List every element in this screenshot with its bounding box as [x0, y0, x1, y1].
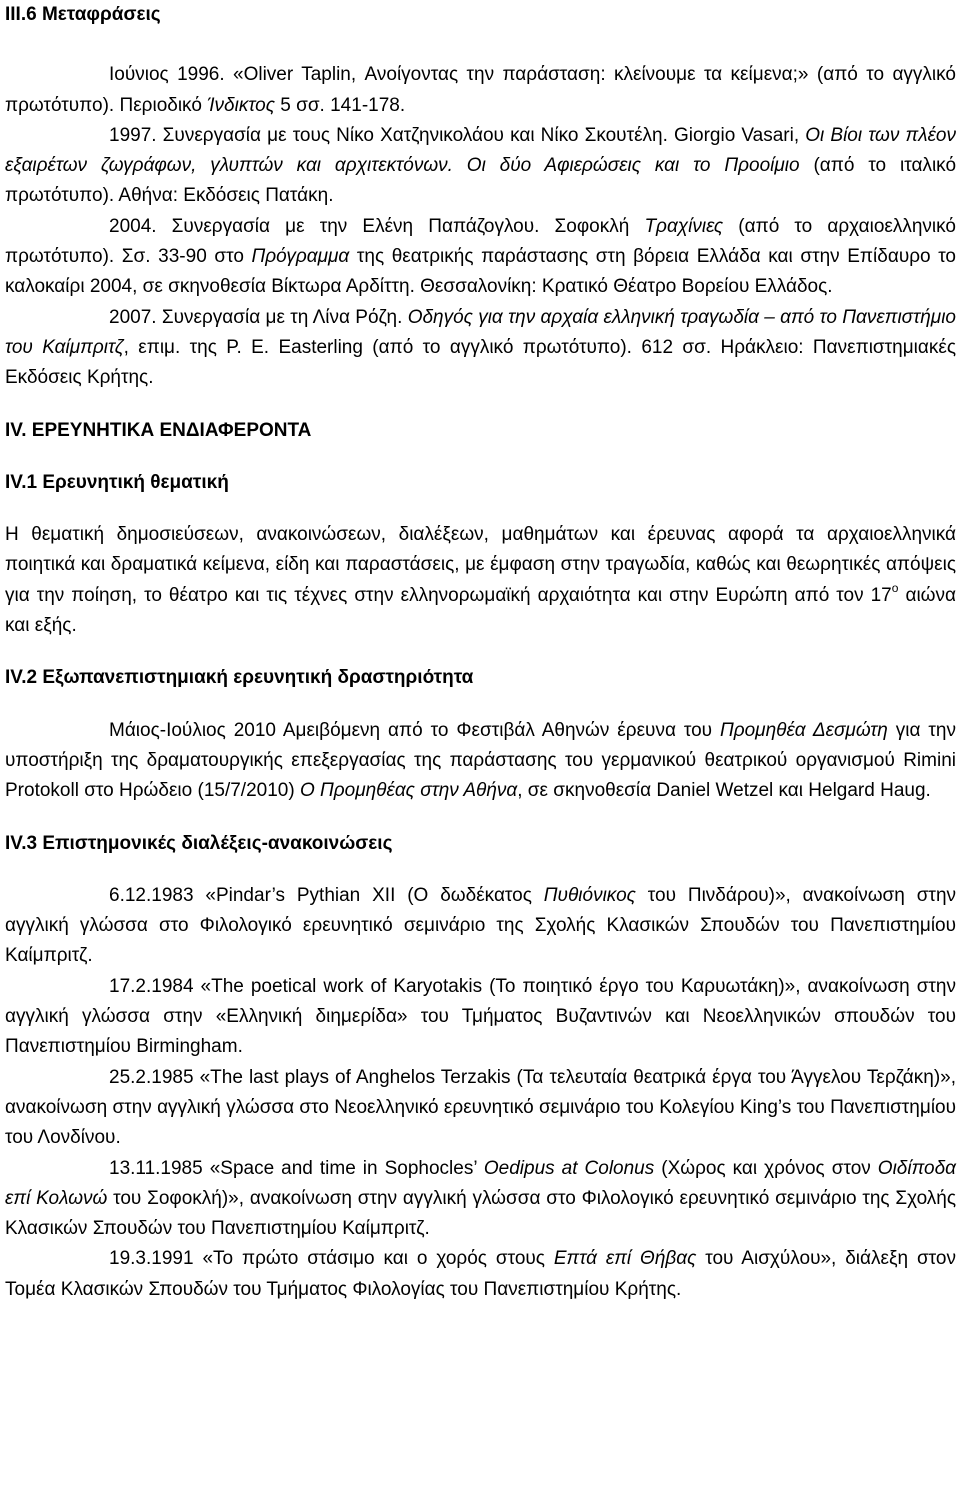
paragraph-text: αιώνα και εξής. — [5, 584, 956, 637]
entry-text: του Αισχύλου», διάλεξη στον Τομέα Κλασικών Σπουδών του Τμήματος Φιλολογίας του Πανεπιστημίου Κρήτης. — [5, 1248, 956, 1300]
superscript: ο — [891, 580, 899, 595]
research-themes-paragraph — [5, 520, 956, 641]
entry-italic: Οδηγός για την αρχαία ελληνική τραγωδία – από το Πανεπιστήμιο του Καίμπριτζ — [5, 306, 956, 358]
section-heading-lectures: IV.3 Επιστημονικές διαλέξεις-ανακοινώσεις — [5, 832, 393, 854]
entry-text: 2007. Συνεργασία με τη Λίνα Ρόζη. — [109, 306, 408, 328]
entry-text: 2004. Συνεργασία με την Ελένη Παπάζογλου. Σοφοκλή — [109, 215, 645, 237]
entry-text: 1997. Συνεργασία με τους Νίκο Χατζηνικολάου και Νίκο Σκουτέλη. Giorgio Vasari, — [109, 124, 806, 146]
section-heading-research-themes: IV.1 Ερευνητική θεματική — [5, 471, 229, 493]
entry-text: 13.11.1985 «Space and time in Sophocles’ — [109, 1157, 484, 1179]
entry-text: 25.2.1985 «The last plays of Anghelos Terzakis (Τα τελευταία θεατρικά έργα του Άγγελου Τερζάκη)», ανακοίνωση στην αγγλική γλώσσα στο Νεοελληνικό ερευνητικό σεμινάριο του Κολεγίου King’s του Πανεπιστημίου του Λονδίνου. — [5, 1066, 956, 1149]
entry-text: (Χώρος και χρόνος στον — [654, 1157, 878, 1179]
lecture-entry — [5, 1244, 956, 1305]
section-heading-translations: III.6 Μεταφράσεις — [5, 4, 161, 25]
entry-text: 17.2.1984 «The poetical work of Karyotakis (Το ποιητικό έργο του Καρυωτάκη)», ανακοίνωση στην αγγλική γλώσσα στην «Ελληνική διημερίδα» του Τμήματος Βυζαντινών και Νεοελληνικών σπουδών του Πανεπιστημίου Birmingham. — [5, 975, 956, 1058]
paragraph-text: για την υποστήριξη της δραματουργικής επεξεργασίας της παράστασης του γερμανικού θεατρικού οργανισμού Rimini Protokoll στο Ηρώδειο (15/7/2010) — [5, 719, 956, 802]
paragraph-italic: Ο Προμηθέας στην Αθήνα — [299, 780, 518, 802]
entry-italic: Πυθιόνικος — [543, 884, 636, 906]
entry-italic: Τραχίνιες — [644, 215, 724, 237]
entry-text: της θεατρικής παράστασης στη βόρεια Ελλάδα και στην Επίδαυρο το καλοκαίρι 2004, σε σκηνοθεσία Βίκτωρα Αρδίττη. Θεσσαλονίκη: Κρατικό Θέατρο Βορείου Ελλάδος. — [5, 246, 956, 298]
external-research-paragraph — [5, 716, 956, 807]
lecture-entry — [5, 972, 956, 1063]
entry-text: του Πινδάρου)», ανακοίνωση στην αγγλική γλώσσα στο Φιλολογικό ερευνητικό σεμινάριο της Σχολής Κλασικών Σπουδών του Πανεπιστημίου Καίμπριτζ. — [5, 884, 957, 967]
paragraph-text: Μάιος-Ιούλιος 2010 Αμειβόμενη από το Φεστιβάλ Αθηνών έρευνα του — [109, 719, 720, 741]
lecture-entry — [5, 1063, 956, 1154]
paragraph-text: , σε σκηνοθεσία Daniel Wetzel και Helgard Haug. — [517, 780, 931, 802]
entry-italic: Οι Βίοι των πλέον εξαιρέτων ζωγράφων, γλυπτών και αρχιτεκτόνων. Οι δύο Αφιερώσεις και το Προοίμιο — [5, 124, 956, 177]
lecture-entry — [5, 881, 956, 972]
translation-entry — [5, 121, 956, 212]
entry-text: (από το αρχαιοελληνικό πρωτότυπο). Σσ. 33-90 στο — [5, 215, 956, 268]
entry-text: 6.12.1983 «Pindar’s Pythian XII (Ο δωδέκατος — [109, 884, 544, 906]
paragraph-italic: Προμηθέα Δεσμώτη — [719, 719, 888, 741]
entry-italic: Επτά επί Θήβας — [553, 1248, 697, 1270]
section-heading-research-interests: IV. ΕΡΕΥΝΗΤΙΚΑ ΕΝΔΙΑΦΕΡΟΝΤΑ — [5, 419, 312, 441]
section-heading-external-research: IV.2 Εξωπανεπιστημιακή ερευνητική δραστηριότητα — [5, 667, 474, 689]
entry-text: (από το ιταλικό πρωτότυπο). Αθήνα: Εκδόσεις Πατάκη. — [5, 155, 957, 207]
translation-entry — [5, 212, 956, 303]
entry-italic: Ίνδικτος — [207, 94, 275, 116]
entry-text: , επιμ. της P. E. Easterling (από το αγγλικό πρωτότυπο). 612 σσ. Ηράκλειο: Πανεπιστημιακές Εκδόσεις Κρήτης. — [5, 336, 956, 389]
entry-text: Ιούνιος 1996. «Oliver Taplin, Ανοίγοντας την παράσταση: κλείνουμε τα κείμενα;» (από το αγγλικό πρωτότυπο). Περιοδικό — [5, 64, 956, 116]
translation-entry — [5, 60, 956, 121]
entry-text: 5 σσ. 141-178. — [274, 94, 406, 116]
entry-italic: Οιδίποδα επί Κολωνώ — [5, 1157, 956, 1209]
entry-italic: Oedipus at Colonus — [483, 1157, 655, 1179]
paragraph-text: Η θεματική δημοσιεύσεων, ανακοινώσεων, διαλέξεων, μαθημάτων και έρευνας αφορά τα αρχαιοελληνικά ποιητικά και δραματικά κείμενα, είδη και παραστάσεις, με έμφαση στην τραγωδία, καθώς και θεωρητικές απόψεις για την ποίηση, το θέατρο και τις τέχνες στην ελληνορωμαϊκή αρχαιότητα και στην Ευρώπη από τον 17 — [5, 524, 956, 606]
translation-entry — [5, 303, 956, 394]
entry-text: του Σοφοκλή)», ανακοίνωση στην αγγλική γλώσσα στο Φιλολογικό ερευνητικό σεμινάριο της Σχολής Κλασικών Σπουδών του Πανεπιστημίου Καίμπριτζ. — [5, 1187, 957, 1240]
entry-italic: Πρόγραμμα — [251, 246, 350, 268]
lecture-entry — [5, 1154, 956, 1245]
entry-text: 19.3.1991 «Το πρώτο στάσιμο και ο χορός στους — [109, 1248, 554, 1270]
